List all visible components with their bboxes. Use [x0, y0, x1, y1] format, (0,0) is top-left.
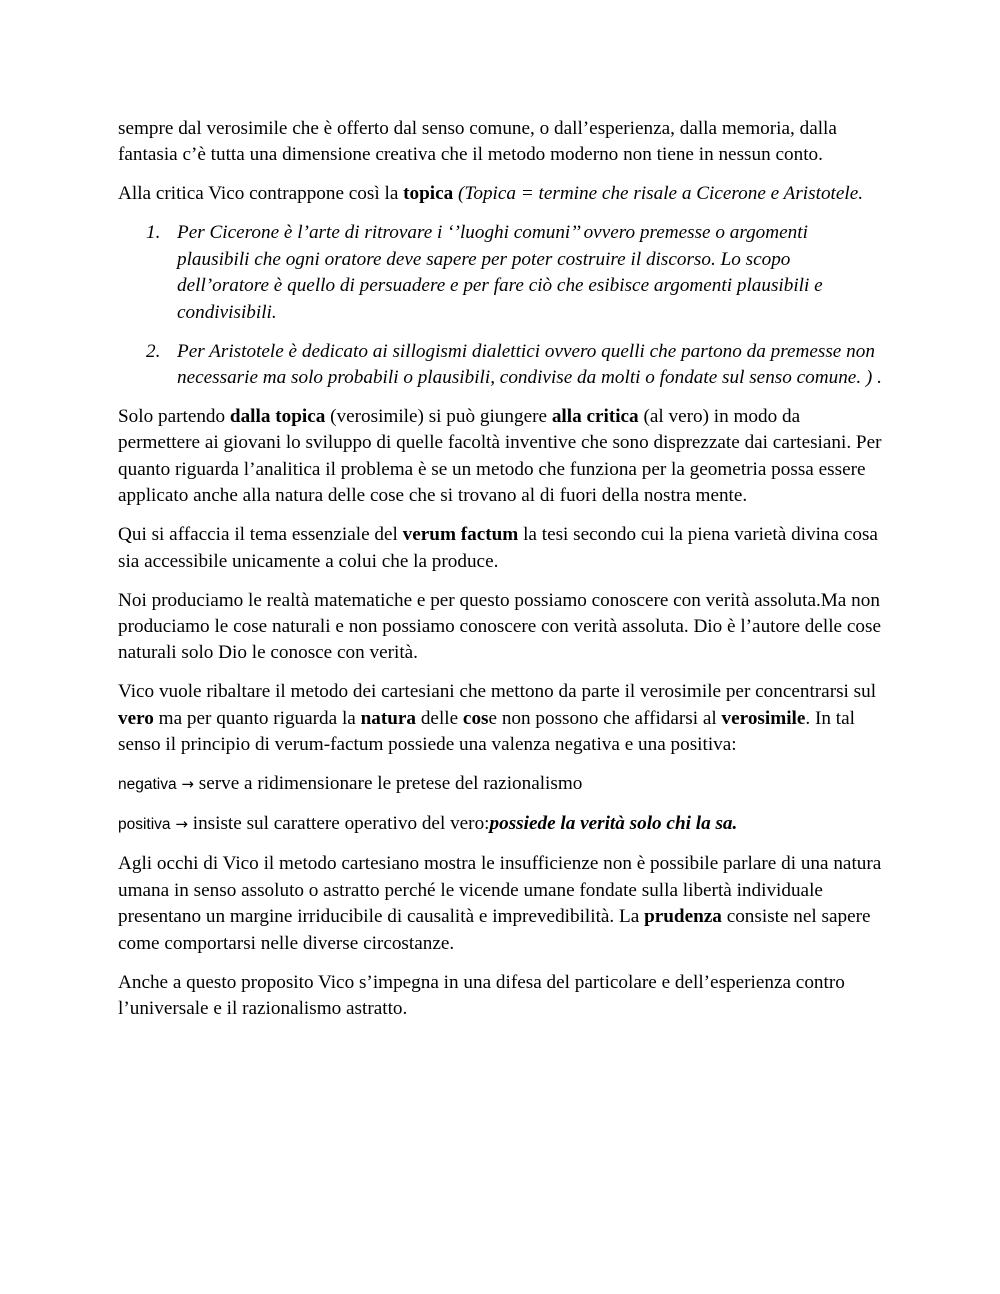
text-run: Agli occhi di Vico il metodo cartesiano mostra le insufficienze non è possibile parlare di una natura umana in senso assoluto o astratto perché le vicende umane fondate sulla libertà individuale presentano un margine irriducibile di causalità e imprevedibilità. La: [118, 853, 882, 928]
text-run: Alla critica Vico contrappone così la: [118, 183, 404, 205]
paragraph-intro: sempre dal verosimile che è offerto dal senso comune, o dall’esperienza, dalla memoria, dalla fantasia c’è tutta una dimensione creativa che il metodo moderno non tiene in nessun conto.: [118, 118, 837, 166]
bold-term: vero: [118, 707, 154, 729]
bold-term: verosimile: [721, 707, 806, 729]
bold-term: cos: [462, 707, 489, 729]
list-item: [118, 220, 883, 326]
text-run: delle: [416, 707, 463, 729]
text-run: consiste nel sapere come comportarsi nelle diverse circostanze.: [118, 906, 871, 954]
paragraph-negativa: [118, 771, 883, 798]
text-run: (al vero) in modo da permettere ai giovani lo sviluppo di quelle facoltà inventive che sono disprezzate dai cartesiani. Per quanto riguarda l’analitica il problema è se un metodo che funziona per la geometria possa essere applicato anche alla natura delle cose che si trovano al di fuori della nostra mente.: [118, 406, 882, 507]
label-positiva: positiva: [118, 816, 171, 834]
text-run: insiste sul carattere operativo del vero:: [187, 813, 490, 835]
label-negativa: negativa: [118, 776, 177, 794]
paragraph-cartesiani: [118, 679, 883, 758]
text-run: . In tal senso il principio di verum-factum possiede una valenza negativa e una positiva:: [118, 707, 855, 756]
paragraph-particolare: Anche a questo proposito Vico s’impegna in una difesa del particolare e dell’esperienza contro l’universale e il razionalismo astratto.: [118, 971, 845, 1019]
bold-term-topica: topica: [403, 183, 454, 205]
paragraph-topica-critica: [118, 404, 883, 510]
text-run: Qui si affaccia il tema essenziale del: [118, 524, 403, 546]
arrow-right-icon: →: [175, 815, 188, 834]
list-number: 2.: [146, 340, 161, 362]
list-number: 1.: [146, 222, 161, 244]
bold-term: prudenza: [644, 906, 722, 928]
list-item: [118, 339, 883, 392]
text-run: Vico vuole ribaltare il metodo dei cartesiani che mettono da parte il verosimile per concentrarsi sul: [118, 681, 877, 703]
paragraph-prudenza: [118, 851, 883, 957]
bold-term: dalla topica: [229, 406, 326, 428]
bold-term: natura: [360, 707, 417, 729]
list-item-text: Per Cicerone è l’arte di ritrovare i ‘’luoghi comuni’’ ovvero premesse o argomenti plausibili che ogni oratore deve sapere per poter costruire il discorso. Lo scopo dell’oratore è quello di persuadere e per fare ciò che esibisce argomenti plausibili e condivisibili.: [177, 222, 823, 323]
list-item-text: Per Aristotele è dedicato ai sillogismi dialettici ovvero quelli che partono da premesse non necessarie ma solo probabili o plausibili, condivise da molti o fondate sul senso comune. ) .: [177, 340, 882, 389]
numbered-list: [118, 220, 883, 391]
document-page: [118, 116, 883, 1035]
bold-italic-quote: possiede la verità solo chi la sa.: [489, 813, 738, 835]
arrow-right-icon: →: [181, 775, 194, 794]
italic-note: (Topica = termine che risale a Cicerone e Aristotele.: [458, 183, 864, 205]
text-run: ma per quanto riguarda la: [153, 707, 361, 729]
text-run: (verosimile) si può giungere: [325, 406, 552, 428]
text-run: la tesi secondo cui la piena varietà divina cosa sia accessibile unicamente a colui che la produce.: [118, 524, 878, 572]
paragraph-matematica: Noi produciamo le realtà matematiche e per questo possiamo conoscere con verità assoluta.Ma non produciamo le cose naturali e non possiamo conoscere con verità assoluta. Dio è l’autore delle cose naturali solo Dio le conosce con verità.: [118, 589, 881, 664]
text-run: Solo partendo: [118, 406, 230, 428]
paragraph-positiva: [118, 811, 883, 838]
paragraph-topica: [118, 181, 883, 207]
paragraph-verum-factum: [118, 522, 883, 575]
bold-term: alla critica: [551, 406, 639, 428]
text-run: e non possono che affidarsi al: [488, 707, 722, 729]
bold-term: verum factum: [402, 524, 519, 546]
text-run: serve a ridimensionare le pretese del razionalismo: [193, 773, 583, 795]
